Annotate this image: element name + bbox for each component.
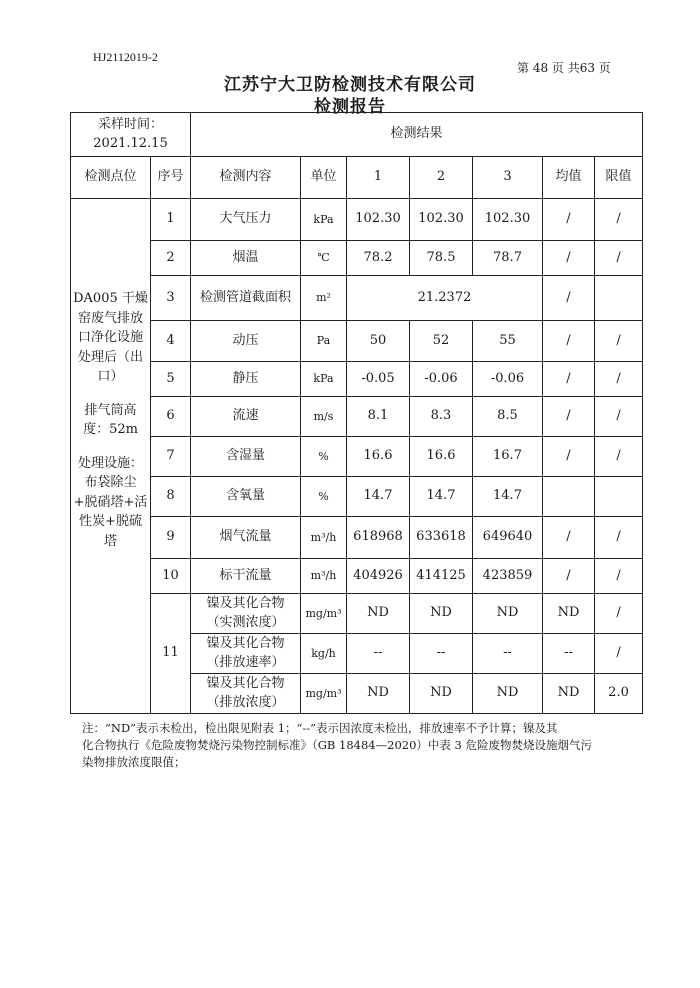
row-average: ND (543, 674, 595, 714)
row-limit (595, 477, 643, 517)
row-number: 3 (151, 276, 191, 321)
row-value-1: 14.7 (347, 477, 410, 517)
row-limit: / (595, 241, 643, 276)
row-number: 5 (151, 362, 191, 397)
row-value-2: -- (410, 634, 473, 674)
report-title: 检测报告 (314, 97, 386, 117)
col-unit: 单位 (301, 157, 347, 199)
row-value-1: 50 (347, 321, 410, 362)
results-label: 检测结果 (191, 113, 643, 157)
row-limit: / (595, 634, 643, 674)
row-average: -- (543, 634, 595, 674)
footnote-line-1: 注：“ND”表示未检出，检出限见附表 1；“--”表示因浓度未检出，排放速率不予计算；镍及其 (82, 721, 558, 735)
row-item: 含湿量 (191, 437, 301, 477)
row-value-2: 102.30 (410, 199, 473, 241)
row-unit: kg/h (301, 634, 347, 674)
row-unit: m/s (301, 397, 347, 437)
row-value-3: 16.7 (473, 437, 543, 477)
row-item: 检测管道截面积 (191, 276, 301, 321)
row-unit: m² (301, 276, 347, 321)
row-value-2: -0.06 (410, 362, 473, 397)
row-item: 含氧量 (191, 477, 301, 517)
row-number: 8 (151, 477, 191, 517)
row-unit: kPa (301, 199, 347, 241)
row-value-2: 78.5 (410, 241, 473, 276)
row-value-3: 78.7 (473, 241, 543, 276)
row-unit: mg/m³ (301, 594, 347, 634)
row-number: 6 (151, 397, 191, 437)
row-item-sub: （实测浓度） (206, 614, 285, 630)
row-value-2: 8.3 (410, 397, 473, 437)
row-average: / (543, 241, 595, 276)
row-average: / (543, 517, 595, 559)
row-number: 2 (151, 241, 191, 276)
row-value-1: ND (347, 674, 410, 714)
row-item-name: 镍及其化合物 (206, 675, 285, 691)
table-row (71, 594, 643, 634)
col-average: 均值 (543, 157, 595, 199)
row-value-3: -- (473, 634, 543, 674)
table-row (71, 477, 643, 517)
row-average: / (543, 397, 595, 437)
row-value-3: 14.7 (473, 477, 543, 517)
row-item: 标干流量 (191, 559, 301, 594)
row-item (191, 594, 301, 634)
row-unit: ℃ (301, 241, 347, 276)
row-value-2: 414125 (410, 559, 473, 594)
row-value-2: 52 (410, 321, 473, 362)
row-value-3: 649640 (473, 517, 543, 559)
row-number: 1 (151, 199, 191, 241)
site-cell (71, 199, 151, 714)
row-unit: m³/h (301, 559, 347, 594)
row-item (191, 634, 301, 674)
table-row (71, 321, 643, 362)
row-value-1: 102.30 (347, 199, 410, 241)
footnote-line-2: 化合物执行《危险废物焚烧污染物控制标准》（GB 18484—2020）中表 3 危险废物焚烧设施烟气污 (82, 738, 593, 752)
row-value-2: 14.7 (410, 477, 473, 517)
row-item: 流速 (191, 397, 301, 437)
row-value-1: -- (347, 634, 410, 674)
row-number: 9 (151, 517, 191, 559)
company-name: 江苏宁大卫防检测技术有限公司 (224, 75, 476, 95)
results-table (70, 112, 643, 714)
row-value-1: ND (347, 594, 410, 634)
row-item-name: 镍及其化合物 (206, 595, 285, 611)
row-limit: / (595, 199, 643, 241)
treatment-facility: 处理设施：布袋除尘+脱硝塔+活性炭+脱硫塔 (73, 455, 148, 549)
row-unit: mg/m³ (301, 674, 347, 714)
row-limit: / (595, 362, 643, 397)
row-item-name: 镍及其化合物 (206, 635, 285, 651)
row-average: / (543, 437, 595, 477)
row-average: / (543, 362, 595, 397)
row-value-1: 16.6 (347, 437, 410, 477)
footnote-line-3: 染物排放浓度限值； (82, 755, 186, 769)
col-run-3: 3 (473, 157, 543, 199)
row-value-2: 16.6 (410, 437, 473, 477)
table-row (71, 199, 643, 241)
row-item: 烟气流量 (191, 517, 301, 559)
row-value-3: ND (473, 594, 543, 634)
row-item: 动压 (191, 321, 301, 362)
row-limit: / (595, 517, 643, 559)
row-limit: / (595, 321, 643, 362)
col-run-1: 1 (347, 157, 410, 199)
row-limit: 2.0 (595, 674, 643, 714)
row-number: 7 (151, 437, 191, 477)
row-value-3: 423859 (473, 559, 543, 594)
row-limit (595, 276, 643, 321)
row-item: 静压 (191, 362, 301, 397)
row-value-3: ND (473, 674, 543, 714)
page-number: 第 48 页 共63 页 (517, 61, 611, 75)
table-row (71, 559, 643, 594)
row-value-1: -0.05 (347, 362, 410, 397)
row-number: 4 (151, 321, 191, 362)
sample-time-label: 采样时间： (97, 116, 163, 132)
row-value-1: 618968 (347, 517, 410, 559)
row-number: 11 (151, 594, 191, 714)
stack-height: 排气筒高度：52m (83, 402, 138, 437)
row-number: 10 (151, 559, 191, 594)
row-value-3: 8.5 (473, 397, 543, 437)
row-average: / (543, 276, 595, 321)
row-limit: / (595, 437, 643, 477)
table-row (71, 362, 643, 397)
row-merged-value: 21.2372 (347, 276, 543, 321)
row-value-2: ND (410, 594, 473, 634)
row-unit: kPa (301, 362, 347, 397)
row-unit: % (301, 437, 347, 477)
sample-date: 2021.12.15 (93, 135, 168, 151)
row-average: / (543, 559, 595, 594)
row-unit: Pa (301, 321, 347, 362)
row-value-3: -0.06 (473, 362, 543, 397)
col-no: 序号 (151, 157, 191, 199)
footnote (82, 720, 642, 771)
row-unit: % (301, 477, 347, 517)
col-site: 检测点位 (71, 157, 151, 199)
row-item: 大气压力 (191, 199, 301, 241)
document-number: HJ2112019-2 (93, 50, 158, 64)
col-run-2: 2 (410, 157, 473, 199)
row-limit: / (595, 559, 643, 594)
row-value-3: 55 (473, 321, 543, 362)
row-value-2: ND (410, 674, 473, 714)
row-value-2: 633618 (410, 517, 473, 559)
row-item: 烟温 (191, 241, 301, 276)
col-limit: 限值 (595, 157, 643, 199)
row-value-1: 404926 (347, 559, 410, 594)
col-item: 检测内容 (191, 157, 301, 199)
row-item-sub: （排放速率） (206, 654, 285, 670)
row-average: / (543, 321, 595, 362)
row-item (191, 674, 301, 714)
row-limit: / (595, 594, 643, 634)
row-item-sub: （排放浓度） (206, 694, 285, 710)
table-row (71, 517, 643, 559)
row-value-1: 78.2 (347, 241, 410, 276)
table-row (71, 397, 643, 437)
row-limit: / (595, 397, 643, 437)
row-unit: m³/h (301, 517, 347, 559)
table-row (71, 241, 643, 276)
row-value-1: 8.1 (347, 397, 410, 437)
table-row (71, 437, 643, 477)
row-value-3: 102.30 (473, 199, 543, 241)
site-name: DA005 干燥窑废气排放口净化设施处理后（出口） (73, 291, 148, 384)
row-average: / (543, 199, 595, 241)
row-average: ND (543, 594, 595, 634)
row-average (543, 477, 595, 517)
sample-time-cell (71, 113, 191, 157)
table-row (71, 276, 643, 321)
